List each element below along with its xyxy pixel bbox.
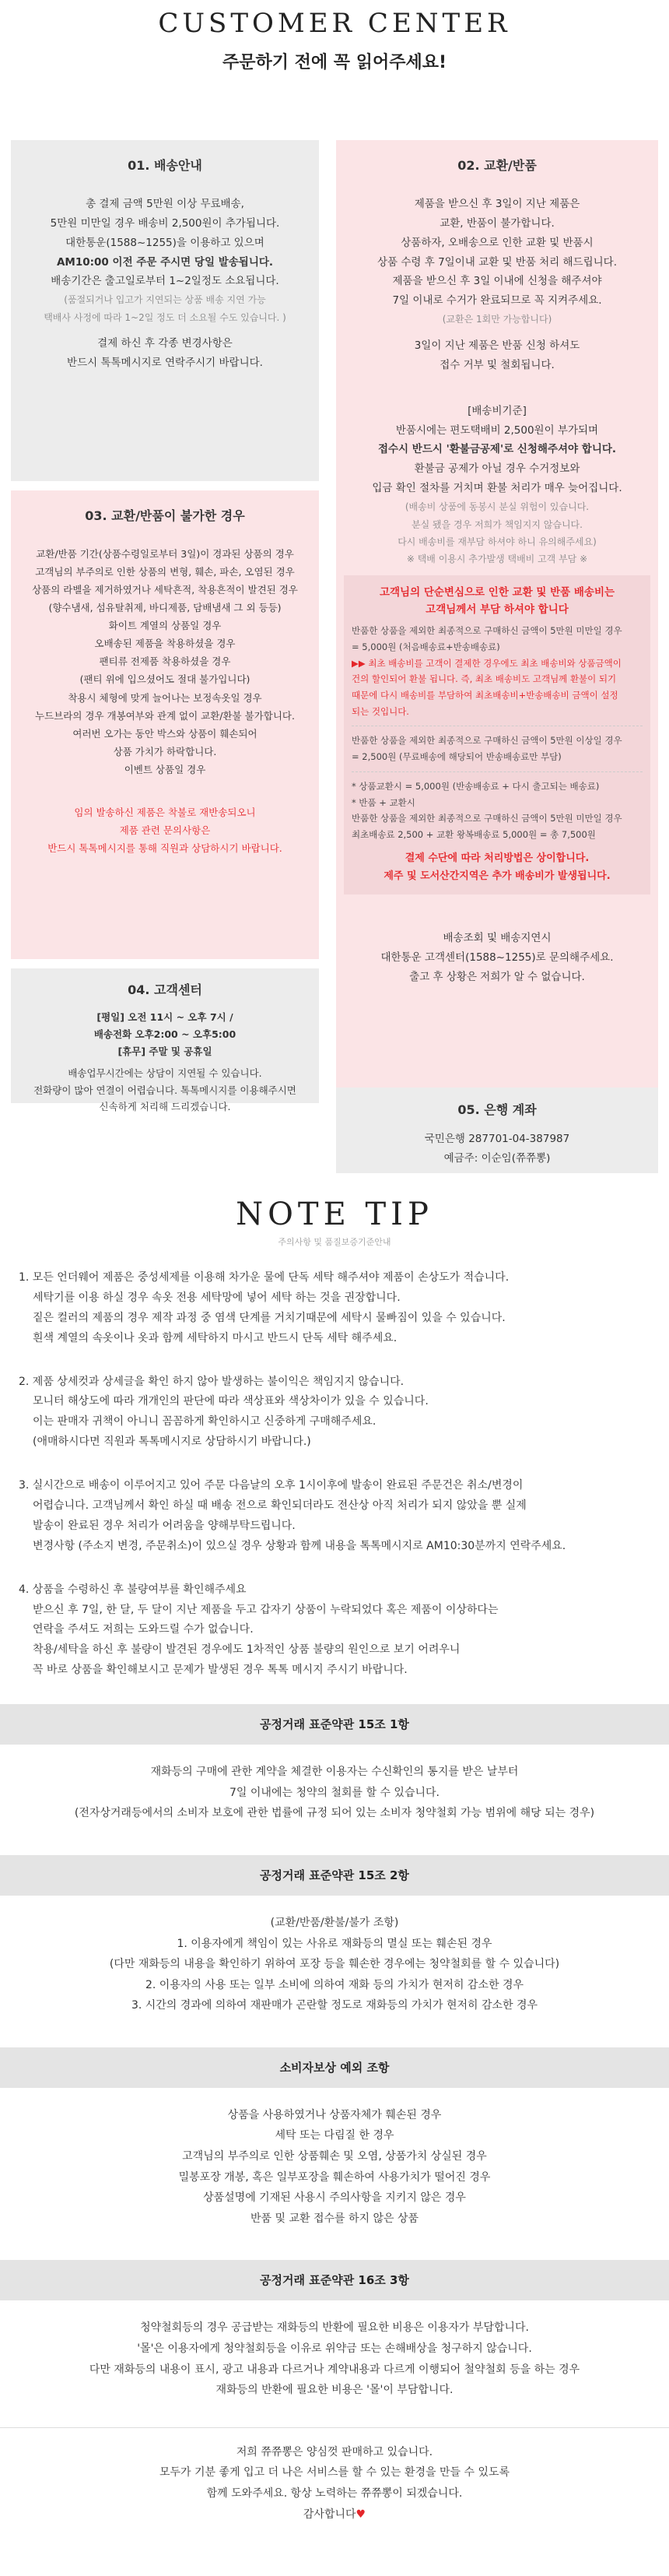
terms-line: 재화등의 구매에 관한 계약을 체결한 이용자는 수신확인의 통지를 받은 날부터 (150, 1766, 519, 1779)
thanks-text: 감사합니다 (303, 2507, 356, 2521)
terms-line: 3. 시간의 경과에 의하여 재판매가 곤란할 정도로 재화등의 가치가 현저히 감소한 경우 (131, 1999, 538, 2012)
warning-line: 건의 할인되어 환불 됩니다. 즉, 최초 배송비도 고객님께 환불이 되기 (352, 673, 617, 685)
non-returnable-line: 화이트 계열의 상품일 경우 (108, 620, 222, 632)
divider (352, 771, 643, 772)
terms-line: 7일 이내에는 청약의 철회를 할 수 있습니다. (229, 1786, 440, 1799)
tracking-line: 출고 후 상황은 저희가 알 수 없습니다. (409, 971, 585, 984)
non-returnable-box (11, 490, 319, 959)
bank-account-panel (336, 1088, 658, 1173)
terms-section (0, 1855, 669, 2035)
terms-line: 재화등의 반환에 필요한 비용은 '몰'이 부담합니다. (215, 2384, 454, 2397)
terms-line: '몰'은 이용자에게 청약철회등을 이유로 위약금 또는 손해배상을 청구하지 않습니다. (137, 2342, 532, 2356)
exchange-line: 교환, 반품이 불가합니다. (440, 216, 555, 230)
service-line: 배송업무시간에는 상담이 지연될 수 있습니다. (68, 1067, 262, 1079)
terms-section (0, 2260, 669, 2419)
terms-line: (다만 재화등의 내용을 확인하기 위하여 포장 등을 훼손한 경우에는 청약철회를 할 수 있습니다) (109, 1958, 560, 1971)
note-subtitle: 주의사항 및 품질보증기준안내 (278, 1237, 391, 1247)
note-line: 흰색 계열의 속옷이나 옷과 함께 세탁하지 마시고 반드시 단독 세탁 해주세요. (33, 1331, 398, 1344)
service-line: 전화량이 많아 연결이 어렵습니다. 톡톡메시지를 이용해주시면 (33, 1084, 296, 1096)
exchange-heading: 02. 교환/반품 (457, 158, 537, 173)
warning-line: 되는 것입니다. (352, 705, 409, 717)
page-title: CUSTOMER CENTER (158, 8, 511, 39)
hours-line: 배송전화 오후2:00 ~ 오후5:00 (93, 1028, 236, 1040)
shipping-line: 총 결제 금액 5만원 이상 무료배송, (86, 197, 244, 210)
non-returnable-line: 오배송된 제품을 착용하셨을 경우 (94, 638, 236, 650)
terms-line: (전자상거래등에서의 소비자 보호에 관한 법률에 규정 되어 있는 소비자 청약철회 가능 범위에 해당 되는 경우) (74, 1807, 595, 1820)
non-returnable-line: 팬티류 전제품 착용하셨을 경우 (99, 655, 231, 668)
fee-heading: [배송비기준] (468, 404, 527, 417)
exchange-return-box (336, 140, 658, 1090)
shipping-line: 배송기간은 출고일로부터 1~2일정도 소요됩니다. (51, 275, 279, 288)
exchange-line: 제품을 받으신 후 3일 이내에 신청을 해주셔야 (392, 275, 602, 288)
terms-heading: 공정거래 표준약관 15조 2항 (0, 1855, 669, 1896)
page-subtitle: 주문하기 전에 꼭 읽어주세요! (222, 53, 447, 72)
non-returnable-heading: 03. 교환/반품이 불가한 경우 (85, 508, 245, 523)
note-title: NOTE TIP (236, 1197, 433, 1232)
non-returnable-line: 교환/반품 기간(상품수령일로부터 3일)이 경과된 상품의 경우 (36, 547, 294, 560)
non-returnable-red: 반드시 톡톡메시지를 통해 직원과 상담하시기 바랍니다. (47, 842, 282, 855)
non-returnable-line: 상품 가치가 하락합니다. (113, 745, 217, 757)
warning-head: 고객님의 단순변심으로 인한 교환 및 반품 배송비는 (379, 586, 615, 599)
exchange-line: 3일이 지난 제품은 반품 신청 하셔도 (414, 339, 580, 352)
shipping-tail: 반드시 톡톡메시지로 연락주시기 바랍니다. (67, 356, 263, 369)
non-returnable-line: 누드브라의 경우 개봉여부와 관계 없이 교환/환불 불가합니다. (35, 709, 295, 722)
terms-line: 상품설명에 기재된 사용시 주의사항을 지키지 않은 경우 (203, 2191, 466, 2205)
calc-line: * 반품 + 교환시 (352, 796, 415, 808)
terms-line: (교환/반품/환불/불가 조항) (270, 1916, 399, 1929)
fee-line: 입금 확인 절차를 거치며 환불 처리가 매우 늦어집니다. (372, 482, 622, 495)
hours-line: [평일] 오전 11시 ~ 오후 7시 / (96, 1011, 233, 1023)
non-returnable-line: 고객님의 부주의로 인한 상품의 변형, 훼손, 파손, 오염된 경우 (35, 565, 295, 578)
shipping-fee-warning-box (344, 575, 650, 894)
bank-account-number: 국민은행 287701-04-387987 (424, 1132, 570, 1145)
note-line: 3. 실시간으로 배송이 이루어지고 있어 주문 다음날의 오후 1시이후에 발송이 완료된 주문건은 취소/변경이 (19, 1479, 524, 1492)
non-returnable-line: 착용시 체형에 맞게 늘어나는 보정속옷일 경우 (68, 691, 262, 704)
fee-small: (배송비 상품에 동봉시 분실 위험이 있습니다. (405, 501, 590, 513)
shipping-info-box (11, 140, 319, 481)
customer-service-heading: 04. 고객센터 (128, 982, 202, 997)
footer-message (0, 2427, 669, 2539)
note-line: 짙은 컬러의 제품의 경우 제작 과정 중 염색 단계를 거치기때문에 세탁시 물빠짐이 있을 수 있습니다. (33, 1311, 506, 1324)
terms-line: 세탁 또는 다림질 한 경우 (275, 2129, 394, 2142)
note-line: 어렵습니다. 고객님께서 확인 하실 때 배송 전으로 확인되더라도 전산상 아직 처리가 되지 않았을 뿐 실제 (33, 1499, 527, 1513)
calc-line: * 상품교환시 = 5,000원 (반송배송료 + 다시 출고되는 배송료) (352, 780, 600, 792)
shipping-bold-line: AM10:00 이전 주문 주시면 당일 발송됩니다. (56, 255, 274, 269)
fee-line: 반품시에는 편도택배비 2,500원이 부가되며 (395, 423, 599, 437)
warning-line: = 2,500원 (무료배송에 해당되어 반송배송료만 부담) (352, 751, 562, 763)
fee-line: 환불금 공제가 아닐 경우 수거정보와 (414, 462, 580, 476)
warning-line: 반품한 상품을 제외한 최종적으로 구매하신 금액이 5만원 미만일 경우 (352, 625, 622, 637)
exchange-line: 7일 이내로 수거가 완료되므로 꼭 지켜주세요. (392, 294, 602, 308)
tracking-info (347, 929, 647, 987)
non-returnable-line: 이벤트 상품일 경우 (124, 764, 206, 776)
non-returnable-line: (팬티 위에 입으셨어도 절대 불가입니다) (79, 673, 250, 686)
warning-red: 제주 및 도서산간지역은 추가 배송비가 발생됩니다. (384, 870, 611, 882)
footer-line: 저희 쮸쮸뽕은 양심껏 판매하고 있습니다. (236, 2445, 433, 2458)
note-line: (애매하시다면 직원과 톡톡메시지로 상담하시기 바랍니다.) (33, 1436, 311, 1449)
terms-heading: 소비자보상 예외 조항 (0, 2047, 669, 2088)
fee-small: 분실 됐을 경우 저희가 책임지지 않습니다. (412, 518, 583, 530)
non-returnable-line: (향수냄새, 섬유탈취제, 바디제품, 담배냄새 그 외 등등) (48, 601, 282, 613)
non-returnable-line: 상품의 라벨을 제거하였거나 세탁흔적, 착용흔적이 발견된 경우 (32, 583, 298, 596)
shipping-heading: 01. 배송안내 (128, 158, 202, 173)
footer-thanks (0, 2504, 669, 2525)
shipping-line: 대한통운(1588~1255)을 이용하고 있으며 (65, 236, 264, 249)
note-line: 1. 모든 언더웨어 제품은 중성세제를 이용해 차가운 물에 단독 세탁 해주셔야 제품이 손상도가 적습니다. (19, 1271, 510, 1284)
calc-line: 반품한 상품을 제외한 최종적으로 구매하신 금액이 5만원 미만일 경우 (352, 813, 622, 824)
exchange-line: 상품 수령 후 7일이내 교환 및 반품 처리 해드립니다. (377, 255, 618, 269)
warning-line: 반품한 상품을 제외한 최종적으로 구매하신 금액이 5만원 이상일 경우 (352, 735, 622, 747)
note-line: 이는 판매자 귀책이 아니니 꼼꼼하게 확인하시고 신중하게 구매해주세요. (33, 1415, 377, 1429)
terms-line: 고객님의 부주의로 인한 상품훼손 및 오염, 상품가치 상실된 경우 (182, 2150, 487, 2163)
terms-section (0, 2047, 669, 2248)
bank-heading: 05. 은행 계좌 (457, 1102, 537, 1117)
note-line: 4. 상품을 수령하신 후 불량여부를 확인해주세요 (19, 1583, 247, 1596)
note-item (19, 1372, 646, 1453)
note-line: 착용/세탁을 하신 후 불량이 발견된 경우에도 1차적인 상품 불량의 원인으로 보기 어려우니 (33, 1643, 461, 1657)
terms-heading: 공정거래 표준약관 15조 1항 (0, 1704, 669, 1745)
exchange-line: 제품을 받으신 후 3일이 지난 제품은 (414, 197, 580, 210)
non-returnable-red: 제품 관련 문의사항은 (119, 824, 211, 837)
note-line: 변경사항 (주소지 변경, 주문취소)이 있으실 경우 상황과 함께 내용을 톡톡메시지로 AM10:30분까지 연락주세요. (33, 1539, 566, 1552)
calc-line: 최초배송료 2,500 + 교환 왕복배송료 5,000원 = 총 7,500원 (352, 828, 596, 840)
non-returnable-red: 임의 발송하신 제품은 착불로 재반송되오니 (74, 807, 256, 819)
tracking-line: 배송조회 및 배송지연시 (443, 932, 552, 945)
customer-service-box (11, 968, 319, 1113)
fee-small: 다시 배송비를 재부담 하셔야 하니 유의해주세요) (398, 536, 597, 547)
shipping-line: 5만원 미만일 경우 배송비 2,500원이 추가됩니다. (50, 216, 280, 230)
footer-line: 함께 도와주세요. 항상 노력하는 쮸쮸뽕이 되겠습니다. (206, 2487, 463, 2500)
fee-line: 접수시 반드시 '환불금공제'로 신청해주셔야 합니다. (377, 443, 617, 456)
heart-icon: ♥ (356, 2507, 366, 2521)
warning-line: ▶▶ 최초 배송비를 고객이 결제한 경우에도 최초 배송비와 상품금액이 (352, 657, 622, 669)
warning-line: = 5,000원 (처음배송료+반송배송료) (352, 641, 500, 652)
shipping-small: (품절되거나 입고가 지연되는 상품 배송 지연 가능 (64, 294, 266, 306)
note-line: 2. 제품 상세컷과 상세글을 확인 하지 않아 발생하는 불이익은 책임지지 않습니다. (19, 1375, 405, 1388)
warning-line: 때문에 다시 배송비를 부담하여 최초배송비+반송배송비 금액이 설정 (352, 690, 618, 701)
service-line: 신속하게 처리해 드리겠습니다. (99, 1101, 231, 1113)
fee-small: ※ 택배 이용시 추가발생 택배비 고객 부담 ※ (406, 553, 588, 564)
bank-account-holder: 예금주: 이순임(쮸쮸뽕) (443, 1151, 551, 1165)
footer-line: 모두가 기분 좋게 입고 더 나은 서비스를 할 수 있는 환경을 만들 수 있도록 (159, 2466, 510, 2479)
note-line: 세탁기를 이용 하실 경우 속옷 전용 세탁망에 넣어 세탁 하는 것을 권장합니다. (33, 1291, 401, 1304)
terms-line: 밀봉포장 개봉, 혹은 일부포장을 훼손하여 사용가치가 떨어진 경우 (178, 2170, 491, 2184)
note-line: 받으신 후 7일, 한 달, 두 달이 지난 제품을 두고 갑자기 상품이 누락되었다 혹은 제품이 이상하다는 (33, 1603, 499, 1616)
shipping-tail: 결제 하신 후 각종 변경사항은 (97, 336, 233, 350)
terms-line: 다만 재화등의 내용이 표시, 광고 내용과 다르거나 계약내용과 다르게 이행되어 철약철회 등을 하는 경우 (89, 2363, 580, 2376)
terms-line: 상품을 사용하였거나 상품자체가 훼손된 경우 (227, 2108, 442, 2121)
note-item (19, 1580, 646, 1681)
warning-head: 고객님께서 부담 하셔야 합니다 (426, 603, 569, 616)
note-list (19, 1268, 646, 1681)
warning-red: 결제 수단에 따라 처리방법은 상이합니다. (405, 852, 590, 864)
terms-section (0, 1704, 669, 1843)
terms-heading: 공정거래 표준약관 16조 3항 (0, 2260, 669, 2300)
non-returnable-line: 여러번 오가는 동안 박스와 상품이 훼손되어 (72, 727, 257, 740)
note-line: 연락을 주셔도 저희는 도와드릴 수가 없습니다. (33, 1623, 254, 1636)
exchange-small: (교환은 1회만 가능합니다) (442, 314, 552, 325)
terms-line: 2. 이용자의 사용 또는 일부 소비에 의하여 재화 등의 가치가 현저히 감소한 경우 (145, 1978, 524, 1991)
shipping-small: 택배사 사정에 따라 1~2일 정도 더 소요될 수도 있습니다. ) (44, 311, 286, 323)
note-line: 모니터 해상도에 따라 개개인의 판단에 따라 색상표와 색상차이가 있을 수 있습니다. (33, 1395, 429, 1408)
hours-line: [휴무] 주말 및 공휴일 (117, 1045, 212, 1057)
terms-line: 1. 이용자에게 책임이 있는 사유로 재화등의 멸실 또는 훼손된 경우 (177, 1937, 492, 1950)
exchange-line: 접수 거부 및 철회됩니다. (440, 358, 555, 371)
terms-line: 청약철회등의 경우 공급받는 재화등의 반환에 필요한 비용은 이용자가 부담합니다. (140, 2321, 529, 2335)
note-item (19, 1476, 646, 1557)
terms-line: 반품 및 교환 접수를 하지 않은 상품 (250, 2212, 419, 2225)
exchange-line: 상품하자, 오배송으로 인한 교환 및 반품시 (401, 236, 594, 249)
tracking-line: 대한통운 고객센터(1588~1255)로 문의해주세요. (380, 951, 614, 965)
note-line: 발송이 완료된 경우 처리가 어려움을 양해부탁드립니다. (33, 1519, 296, 1532)
note-line: 꼭 바로 상품을 확인해보시고 문제가 발생된 경우 톡톡 메시지 주시기 바랍니다. (33, 1664, 408, 1677)
note-item (19, 1268, 646, 1349)
